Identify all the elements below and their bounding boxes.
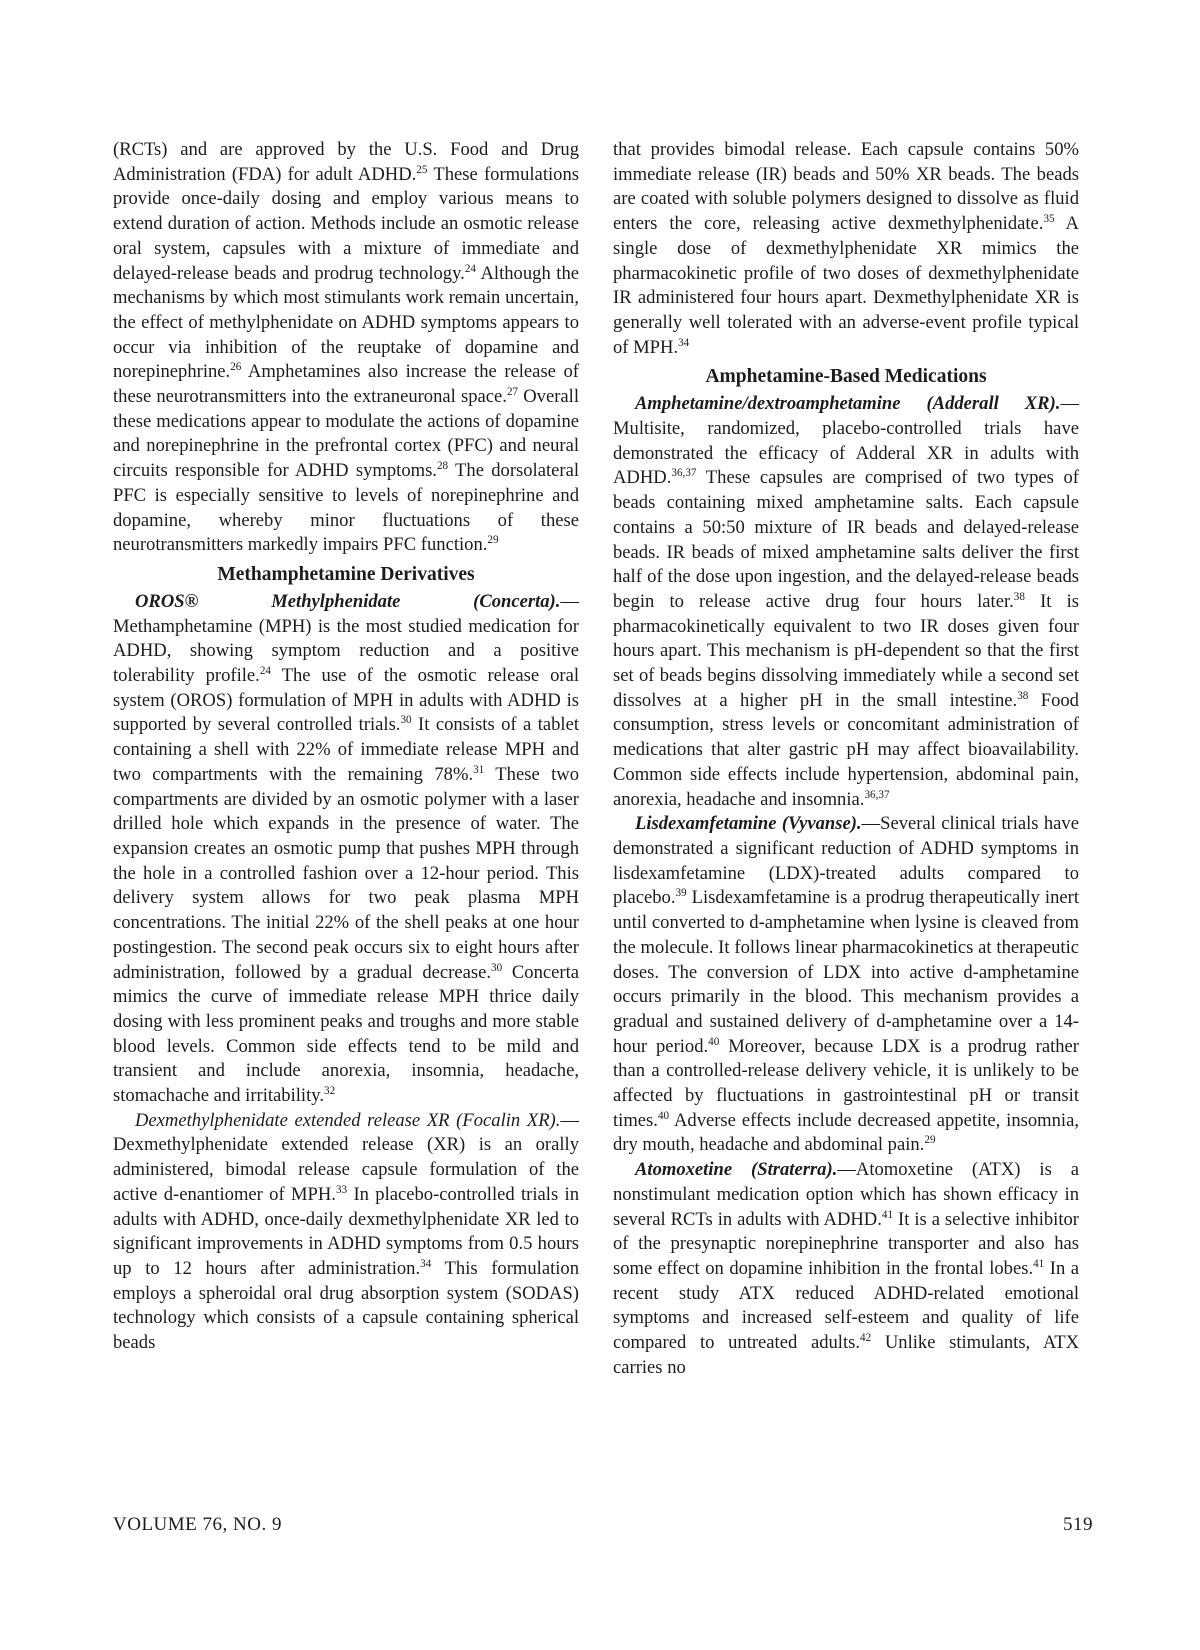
section-heading-amphetamine: Amphetamine-Based Medications <box>705 366 987 388</box>
citation-ref: 29 <box>924 1134 936 1147</box>
text-run: This formulation employs a spheroidal oral drug absorption system (SODAS) technology which consists of a capsule containing spherical beads <box>113 1257 579 1354</box>
citation-ref: 39 <box>675 887 687 900</box>
text-run: These capsules are comprised of two types of beads containing mixed amphetamine salts. Each capsule contains a 50:50 mixture of IR beads and delayed-release beads. IR beads of mixed amphetamine salts deliver the first half of the dose upon ingestion, and the delayed-release beads begin to release active drug four hours later. <box>613 467 1079 612</box>
text-run: These two compartments are divided by an osmotic polymer with a laser drilled hole which expands in the presence of water. The expansion creates an osmotic pump that pushes MPH through the hole in a controlled fashion over a 12-hour period. This delivery system allows for two peak plasma MPH concentrations. The initial 22% of the shell peaks at one hour postingestion. The second peak occurs six to eight hours after administration, followed by a gradual decrease. <box>113 763 579 983</box>
text-run: Although the mechanisms by which most stimulants work remain uncertain, the effect of methylphenidate on ADHD symptoms appears to occur via inhibition of the reuptake of dopamine and norepinephrine. <box>113 262 579 383</box>
text-run: —Methamphetamine (MPH) is the most studied medication for ADHD, showing symptom reduction and a positive tolerability profile. <box>113 590 579 687</box>
run-in-heading-vyvanse: Lisdexamfetamine (Vyvanse). <box>635 813 862 835</box>
citation-ref: 25 <box>416 163 428 176</box>
citation-ref: 34 <box>420 1257 432 1270</box>
run-in-heading-focalin: Dexmethylphenidate extended release XR (Focalin XR). <box>135 1109 561 1131</box>
left-paragraph-focalin <box>113 1109 579 1356</box>
left-column <box>113 138 579 1356</box>
text-run: The dorsolateral PFC is especially sensitive to levels of norepinephrine and dopamine, whereby minor fluctuations of these neurotransmitters markedly impairs PFC function. <box>113 460 579 556</box>
concerta-body <box>113 591 579 1106</box>
run-in-heading-adderall: Amphetamine/dextroamphetamine (Adderall XR). <box>635 393 1061 415</box>
citation-ref: 34 <box>678 336 690 349</box>
left-paragraph-concerta <box>113 590 579 1109</box>
page-number: 519 <box>1063 1514 1093 1535</box>
text-run: Moreover, because LDX is a prodrug rather than a controlled-release delivery vehicle, it is unlikely to be affected by fluctuations in gastrointestinal pH or transit times. <box>613 1035 1079 1131</box>
text-run: Amphetamines also increase the release of these neurotransmitters into the extraneuronal space. <box>113 361 579 408</box>
text-run: — Multisite, randomized, placebo-controlled trials have demonstrated the efficacy of Adderal XR in adults with ADHD. <box>613 393 1079 489</box>
run-in-heading-strattera: Atomoxetine (Straterra). <box>635 1159 838 1181</box>
section-heading-methamphetamine: Methamphetamine Derivatives <box>217 563 475 585</box>
adderall-body <box>613 393 1079 809</box>
text-run: In a recent study ATX reduced ADHD-related emotional symptoms and increased self-esteem and quality of life compared to untreated adults. <box>613 1257 1079 1354</box>
strattera-body <box>613 1159 1079 1378</box>
citation-ref: 40 <box>657 1109 670 1122</box>
text-run: Adverse effects include decreased appetite, insomnia, dry mouth, headache and abdominal pain. <box>613 1109 1079 1156</box>
citation-ref: 27 <box>506 385 519 398</box>
text-run: —Several clinical trials have demonstrated a significant reduction of ADHD symptoms in lisdexamfetamine (LDX)-treated adults compared to placebo. <box>613 813 1079 909</box>
right-paragraph-vyvanse <box>613 812 1079 1158</box>
right-column <box>613 138 1079 1380</box>
citation-ref: 32 <box>324 1084 336 1097</box>
vyvanse-body <box>613 813 1079 1155</box>
text-run: Concerta mimics the curve of immediate release MPH thrice daily dosing with less prominent peaks and troughs and more stable blood levels. Common side effects tend to be mild and transient and include anorexia, insomnia, headache, stomachache and irritability. <box>113 961 580 1107</box>
right-paragraph-strattera <box>613 1158 1079 1380</box>
citation-ref: 41 <box>881 1208 894 1221</box>
citation-ref: 24 <box>464 262 476 275</box>
citation-ref: 40 <box>708 1035 720 1048</box>
citation-ref: 28 <box>436 459 449 472</box>
left-paragraph-1 <box>113 138 579 558</box>
citation-ref: 30 <box>400 714 412 727</box>
text-run: —Dexmethylphenidate extended release (XR) is an orally administered, bimodal release capsule formulation of the active d-enantiomer of MPH. <box>113 1109 579 1205</box>
text-run: Unlike stimulants, ATX carries no <box>613 1332 1079 1378</box>
text-run: A single dose of dexmethylphenidate XR mimics the pharmacokinetic profile of two doses of dexmethylphenidate IR administered four hours apart. Dexmethylphenidate XR is generally well tolerated with an adverse-event profile typical of MPH. <box>613 213 1079 358</box>
text-run: In placebo-controlled trials in adults with ADHD, once-daily dexmethylphenidate XR led to significant improvements in ADHD symptoms from 0.5 hours up to 12 hours after administration. <box>113 1183 579 1279</box>
text-run: These formulations provide once-daily dosing and employ various means to extend duration of action. Methods include an osmotic release oral system, capsules with a mixture of immediate and delayed-release beads and prodrug technology. <box>113 163 579 284</box>
text-run: Lisdexamfetamine is a prodrug therapeutically inert until converted to d-amphetamine when lysine is cleaved from the molecule. It follows linear pharmacokinetics at therapeutic doses. The conversion of LDX into active d-amphetamine occurs primarily in the blood. This mechanism provides a gradual and sustained delivery of d-amphetamine over a 14-hour period. <box>613 887 1079 1057</box>
citation-ref: 38 <box>1017 689 1029 702</box>
text-run: —Atomoxetine (ATX) is a nonstimulant medication option which has shown efficacy in several RCTs in adults with ADHD. <box>613 1159 1080 1230</box>
right-paragraph-1 <box>613 138 1079 360</box>
text-run: It is pharmacokinetically equivalent to two IR doses given four hours apart. This mechanism is pH-dependent so that the first set of beads begins dissolving immediately while a second set dissolves at a higher pH in the small intestine. <box>613 590 1079 711</box>
citation-ref: 26 <box>230 361 242 374</box>
citation-ref: 35 <box>1043 212 1055 225</box>
citation-ref: 29 <box>487 534 499 547</box>
run-in-heading-concerta: OROS® Methylphenidate (Concerta). <box>135 590 561 612</box>
text-run: The use of the osmotic release oral system (OROS) formulation of MPH in adults with ADHD is supported by several controlled trials. <box>113 665 579 736</box>
citation-ref: 36,37 <box>864 788 890 801</box>
citation-ref: 36,37 <box>671 467 697 480</box>
citation-ref: 24 <box>259 664 271 677</box>
text-run: It consists of a tablet containing a shell with 22% of immediate release MPH and two compartments with the remaining 78%. <box>113 714 579 785</box>
text-run: Food consumption, stress levels or concomitant administration of medications that alter gastric pH may affect bioavailability. Common side effects include hypertension, abdominal pain, anorexia, headache and insomnia. <box>613 689 1079 810</box>
citation-ref: 31 <box>473 763 485 776</box>
text-run: (RCTs) and are approved by the U.S. Food and Drug Administration (FDA) for adult ADHD. <box>113 139 579 185</box>
text-run: It is a selective inhibitor of the presynaptic norepinephrine transporter and also has some effect on dopamine inhibition in the frontal lobes. <box>613 1208 1079 1279</box>
citation-ref: 33 <box>335 1183 348 1196</box>
citation-ref: 30 <box>491 961 503 974</box>
citation-ref: 38 <box>1013 590 1025 603</box>
right-paragraph-adderall <box>613 392 1079 812</box>
text-run: Overall these medications appear to modulate the actions of dopamine and norepinephrine in the prefrontal cortex (PFC) and neural circuits responsible for ADHD symptoms. <box>113 386 580 482</box>
text-run: that provides bimodal release. Each capsule contains 50% immediate release (IR) beads and 50% XR beads. The beads are coated with soluble polymers designed to dissolve as fluid enters the core, releasing active dexmethylphenidate. <box>613 139 1079 235</box>
citation-ref: 42 <box>860 1331 872 1344</box>
citation-ref: 41 <box>1033 1257 1045 1270</box>
footer-volume: VOLUME 76, NO. 9 <box>113 1514 282 1535</box>
focalin-body <box>113 1110 579 1353</box>
